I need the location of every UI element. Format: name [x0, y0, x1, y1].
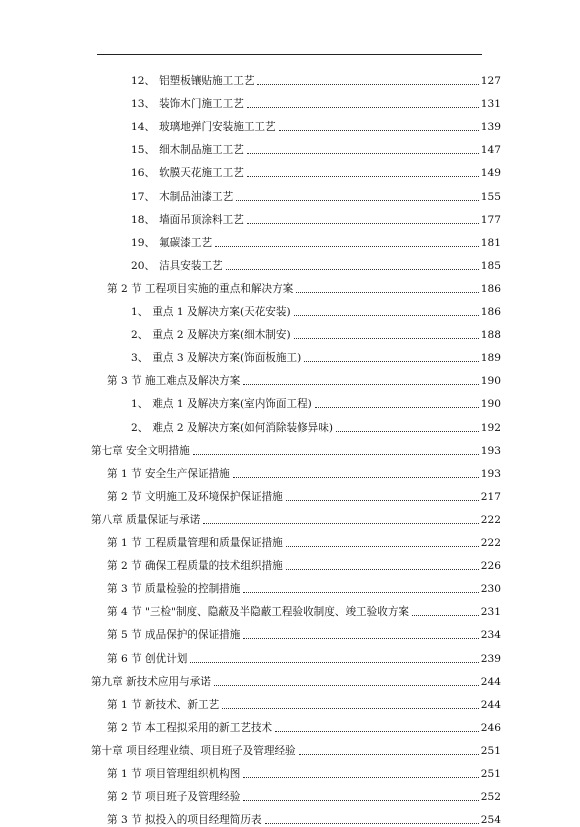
toc-entry-number: 2、 — [131, 329, 149, 342]
toc-entry-title: 第七章 安全文明措施 — [91, 444, 190, 457]
toc-entry-page-number: 230 — [480, 583, 501, 596]
dot-leader — [286, 569, 479, 570]
toc-entry-page-number: 226 — [480, 560, 501, 573]
dot-leader — [247, 153, 479, 154]
toc-entry-page-number: 177 — [480, 213, 501, 226]
dot-leader — [412, 615, 479, 616]
toc-entry-title: 重点 3 及解决方案(饰面板施工) — [152, 352, 302, 365]
toc-entry-title: 第 6 节 创优计划 — [107, 652, 188, 665]
toc-entry-title: 第八章 质量保证与承诺 — [91, 513, 201, 526]
dot-leader — [236, 200, 479, 201]
toc-entry-title: 重点 2 及解决方案(细木制安) — [152, 329, 291, 342]
dot-leader — [294, 315, 479, 316]
toc-entry-number: 12、 — [131, 75, 156, 87]
toc-entry-section — [107, 465, 501, 481]
toc-entry-number: 15、 — [131, 144, 156, 157]
toc-entry-item — [131, 395, 501, 411]
dot-leader — [222, 708, 479, 709]
toc-entry-page-number: 193 — [480, 444, 501, 457]
toc-entry-title: 第九章 新技术应用与承诺 — [91, 675, 211, 688]
toc-entry-page-number: 185 — [480, 259, 501, 272]
toc-entry-page-number: 189 — [480, 352, 501, 365]
dot-leader — [233, 477, 479, 478]
toc-entry-title: 细木制品施工工艺 — [159, 144, 244, 157]
toc-entry-page-number: 239 — [480, 652, 501, 665]
toc-entry-section — [107, 650, 501, 666]
dot-leader — [247, 223, 479, 224]
toc-entry-page-number: 252 — [480, 791, 501, 804]
toc-entry-section — [107, 488, 501, 504]
toc-entry-number: 1、 — [131, 306, 149, 318]
toc-entry-title: 洁具安装工艺 — [159, 259, 223, 272]
toc-entry-number: 19、 — [131, 236, 156, 249]
dot-leader — [215, 246, 479, 247]
toc-entry-title: 第 1 节 项目管理组织机构图 — [107, 768, 241, 780]
dot-leader — [243, 592, 478, 593]
dot-leader — [286, 546, 479, 547]
toc-entry-title: 装饰木门施工工艺 — [159, 98, 244, 111]
dot-leader — [243, 800, 478, 801]
toc-entry-page-number: 181 — [480, 236, 501, 249]
dot-leader — [336, 431, 479, 432]
dot-leader — [257, 84, 478, 85]
toc-entry-page-number: 244 — [480, 698, 501, 711]
dot-leader — [193, 454, 479, 455]
dot-leader — [296, 292, 478, 293]
dot-leader — [243, 638, 478, 639]
toc-entry-item — [131, 257, 501, 273]
dot-leader — [247, 176, 479, 177]
dot-leader — [226, 269, 479, 270]
toc-entry-page-number: 131 — [480, 98, 501, 111]
toc-entry-title: 第 4 节 "三检"制度、隐蔽及半隐蔽工程验收制度、竣工验收方案 — [107, 606, 410, 619]
toc-entry-section — [107, 557, 501, 573]
dot-leader — [294, 338, 479, 339]
toc-entry-section — [107, 626, 501, 642]
toc-entry-item — [131, 141, 501, 157]
dot-leader — [304, 361, 479, 362]
toc-entry-item — [131, 349, 501, 365]
toc-entry-title: 第 1 节 新技术、新工艺 — [107, 698, 220, 711]
toc-entry-item — [131, 419, 501, 435]
toc-entry-title: 重点 1 及解决方案(天花安装) — [152, 306, 291, 318]
dot-leader — [214, 685, 479, 686]
toc-entry-title: 木制品油漆工艺 — [159, 190, 234, 203]
dot-leader — [286, 500, 479, 501]
toc-entry-chapter — [91, 442, 501, 458]
toc-entry-item — [131, 95, 501, 111]
toc-entry-section — [107, 372, 501, 388]
toc-entry-section — [107, 696, 501, 712]
toc-entry-page-number: 190 — [480, 398, 501, 411]
toc-entry-page-number: 186 — [480, 306, 501, 318]
toc-entry-title: 第 3 节 施工难点及解决方案 — [107, 375, 241, 388]
toc-entry-page-number: 139 — [480, 121, 501, 134]
toc-entry-item — [131, 326, 501, 342]
toc-entry-page-number: 222 — [480, 513, 501, 526]
toc-entry-page-number: 147 — [480, 144, 501, 157]
toc-entry-page-number: 217 — [480, 490, 501, 503]
toc-entry-number: 14、 — [131, 121, 156, 134]
toc-entry-item — [131, 72, 501, 88]
toc-entry-section — [107, 534, 501, 550]
toc-entry-chapter — [91, 742, 501, 758]
toc-entry-section — [107, 603, 501, 619]
toc-entry-section — [107, 788, 501, 804]
toc-entry-title: 第 3 节 质量检验的控制措施 — [107, 583, 241, 596]
dot-leader — [275, 731, 479, 732]
toc-entry-title: 第 2 节 项目班子及管理经验 — [107, 791, 241, 804]
dot-leader — [190, 662, 478, 663]
toc-entry-page-number: 251 — [480, 768, 501, 780]
toc-entry-page-number: 244 — [480, 675, 501, 688]
toc-entry-page-number: 188 — [480, 329, 501, 342]
header-rule — [97, 54, 482, 55]
toc-entry-section — [107, 765, 501, 781]
toc-entry-chapter — [91, 673, 501, 689]
dot-leader — [299, 754, 479, 755]
toc-entry-item — [131, 164, 501, 180]
dot-leader — [247, 107, 479, 108]
toc-entry-chapter — [91, 511, 501, 527]
toc-entry-title: 玻璃地弹门安装施工工艺 — [159, 121, 276, 134]
dot-leader — [243, 384, 478, 385]
toc-entry-item — [131, 188, 501, 204]
dot-leader — [279, 130, 479, 131]
toc-entry-section — [107, 719, 501, 735]
toc-entry-section — [107, 580, 501, 596]
toc-entry-title: 氟碳漆工艺 — [159, 236, 213, 249]
toc-entry-page-number: 234 — [480, 629, 501, 642]
toc-entry-number: 1、 — [131, 398, 149, 411]
toc-entry-number: 18、 — [131, 213, 156, 226]
toc-entry-title: 难点 1 及解决方案(室内饰面工程) — [152, 398, 312, 411]
toc-entry-title: 第十章 项目经理业绩、项目班子及管理经验 — [91, 744, 296, 757]
toc-entry-title: 第 1 节 安全生产保证措施 — [107, 467, 230, 480]
toc-entry-page-number: 246 — [480, 721, 501, 734]
toc-entry-title: 铝塑板镶贴施工工艺 — [159, 75, 255, 87]
toc-entry-page-number: 186 — [480, 282, 501, 295]
toc-entry-page-number: 149 — [480, 167, 501, 180]
toc-entry-page-number: 190 — [480, 375, 501, 388]
toc-entry-title: 第 5 节 成品保护的保证措施 — [107, 629, 241, 642]
toc-entry-item — [131, 118, 501, 134]
dot-leader — [265, 823, 479, 824]
toc-entry-page-number: 193 — [480, 467, 501, 480]
toc-entry-page-number: 192 — [480, 421, 501, 434]
toc-entry-title: 第 2 节 确保工程质量的技术组织措施 — [107, 560, 283, 573]
toc-entry-title: 软膜天花施工工艺 — [159, 167, 244, 180]
toc-entry-number: 20、 — [131, 259, 156, 272]
toc-entry-title: 第 3 节 拟投入的项目经理简历表 — [107, 814, 262, 827]
toc-entry-item — [131, 303, 501, 319]
toc-entry-title: 难点 2 及解决方案(如何消除装修异味) — [152, 421, 333, 434]
toc-entry-title: 第 2 节 本工程拟采用的新工艺技术 — [107, 721, 273, 734]
toc-entry-number: 2、 — [131, 421, 149, 434]
toc-entry-title: 墙面吊顶涂料工艺 — [159, 213, 244, 226]
toc-entry-number: 3、 — [131, 352, 149, 365]
toc-entry-section — [107, 811, 501, 827]
toc-entry-title: 第 1 节 工程质量管理和质量保证措施 — [107, 537, 283, 549]
toc-entry-item — [131, 211, 501, 227]
toc-entry-section — [107, 280, 501, 296]
dot-leader — [243, 777, 478, 778]
toc-entry-number: 13、 — [131, 98, 156, 111]
toc-entry-page-number: 127 — [480, 75, 501, 87]
toc-entry-page-number: 254 — [480, 814, 501, 827]
toc-entry-title: 第 2 节 工程项目实施的重点和解决方案 — [107, 282, 294, 295]
toc-entry-page-number: 155 — [480, 190, 501, 203]
dot-leader — [315, 407, 479, 408]
toc-entry-page-number: 231 — [480, 606, 501, 619]
toc-entry-title: 第 2 节 文明施工及环境保护保证措施 — [107, 490, 283, 503]
dot-leader — [203, 523, 478, 524]
toc-entry-number: 16、 — [131, 167, 156, 180]
toc-entry-number: 17、 — [131, 190, 156, 203]
toc-entry-item — [131, 234, 501, 250]
toc-entry-page-number: 251 — [480, 744, 501, 757]
toc-entry-page-number: 222 — [480, 537, 501, 549]
